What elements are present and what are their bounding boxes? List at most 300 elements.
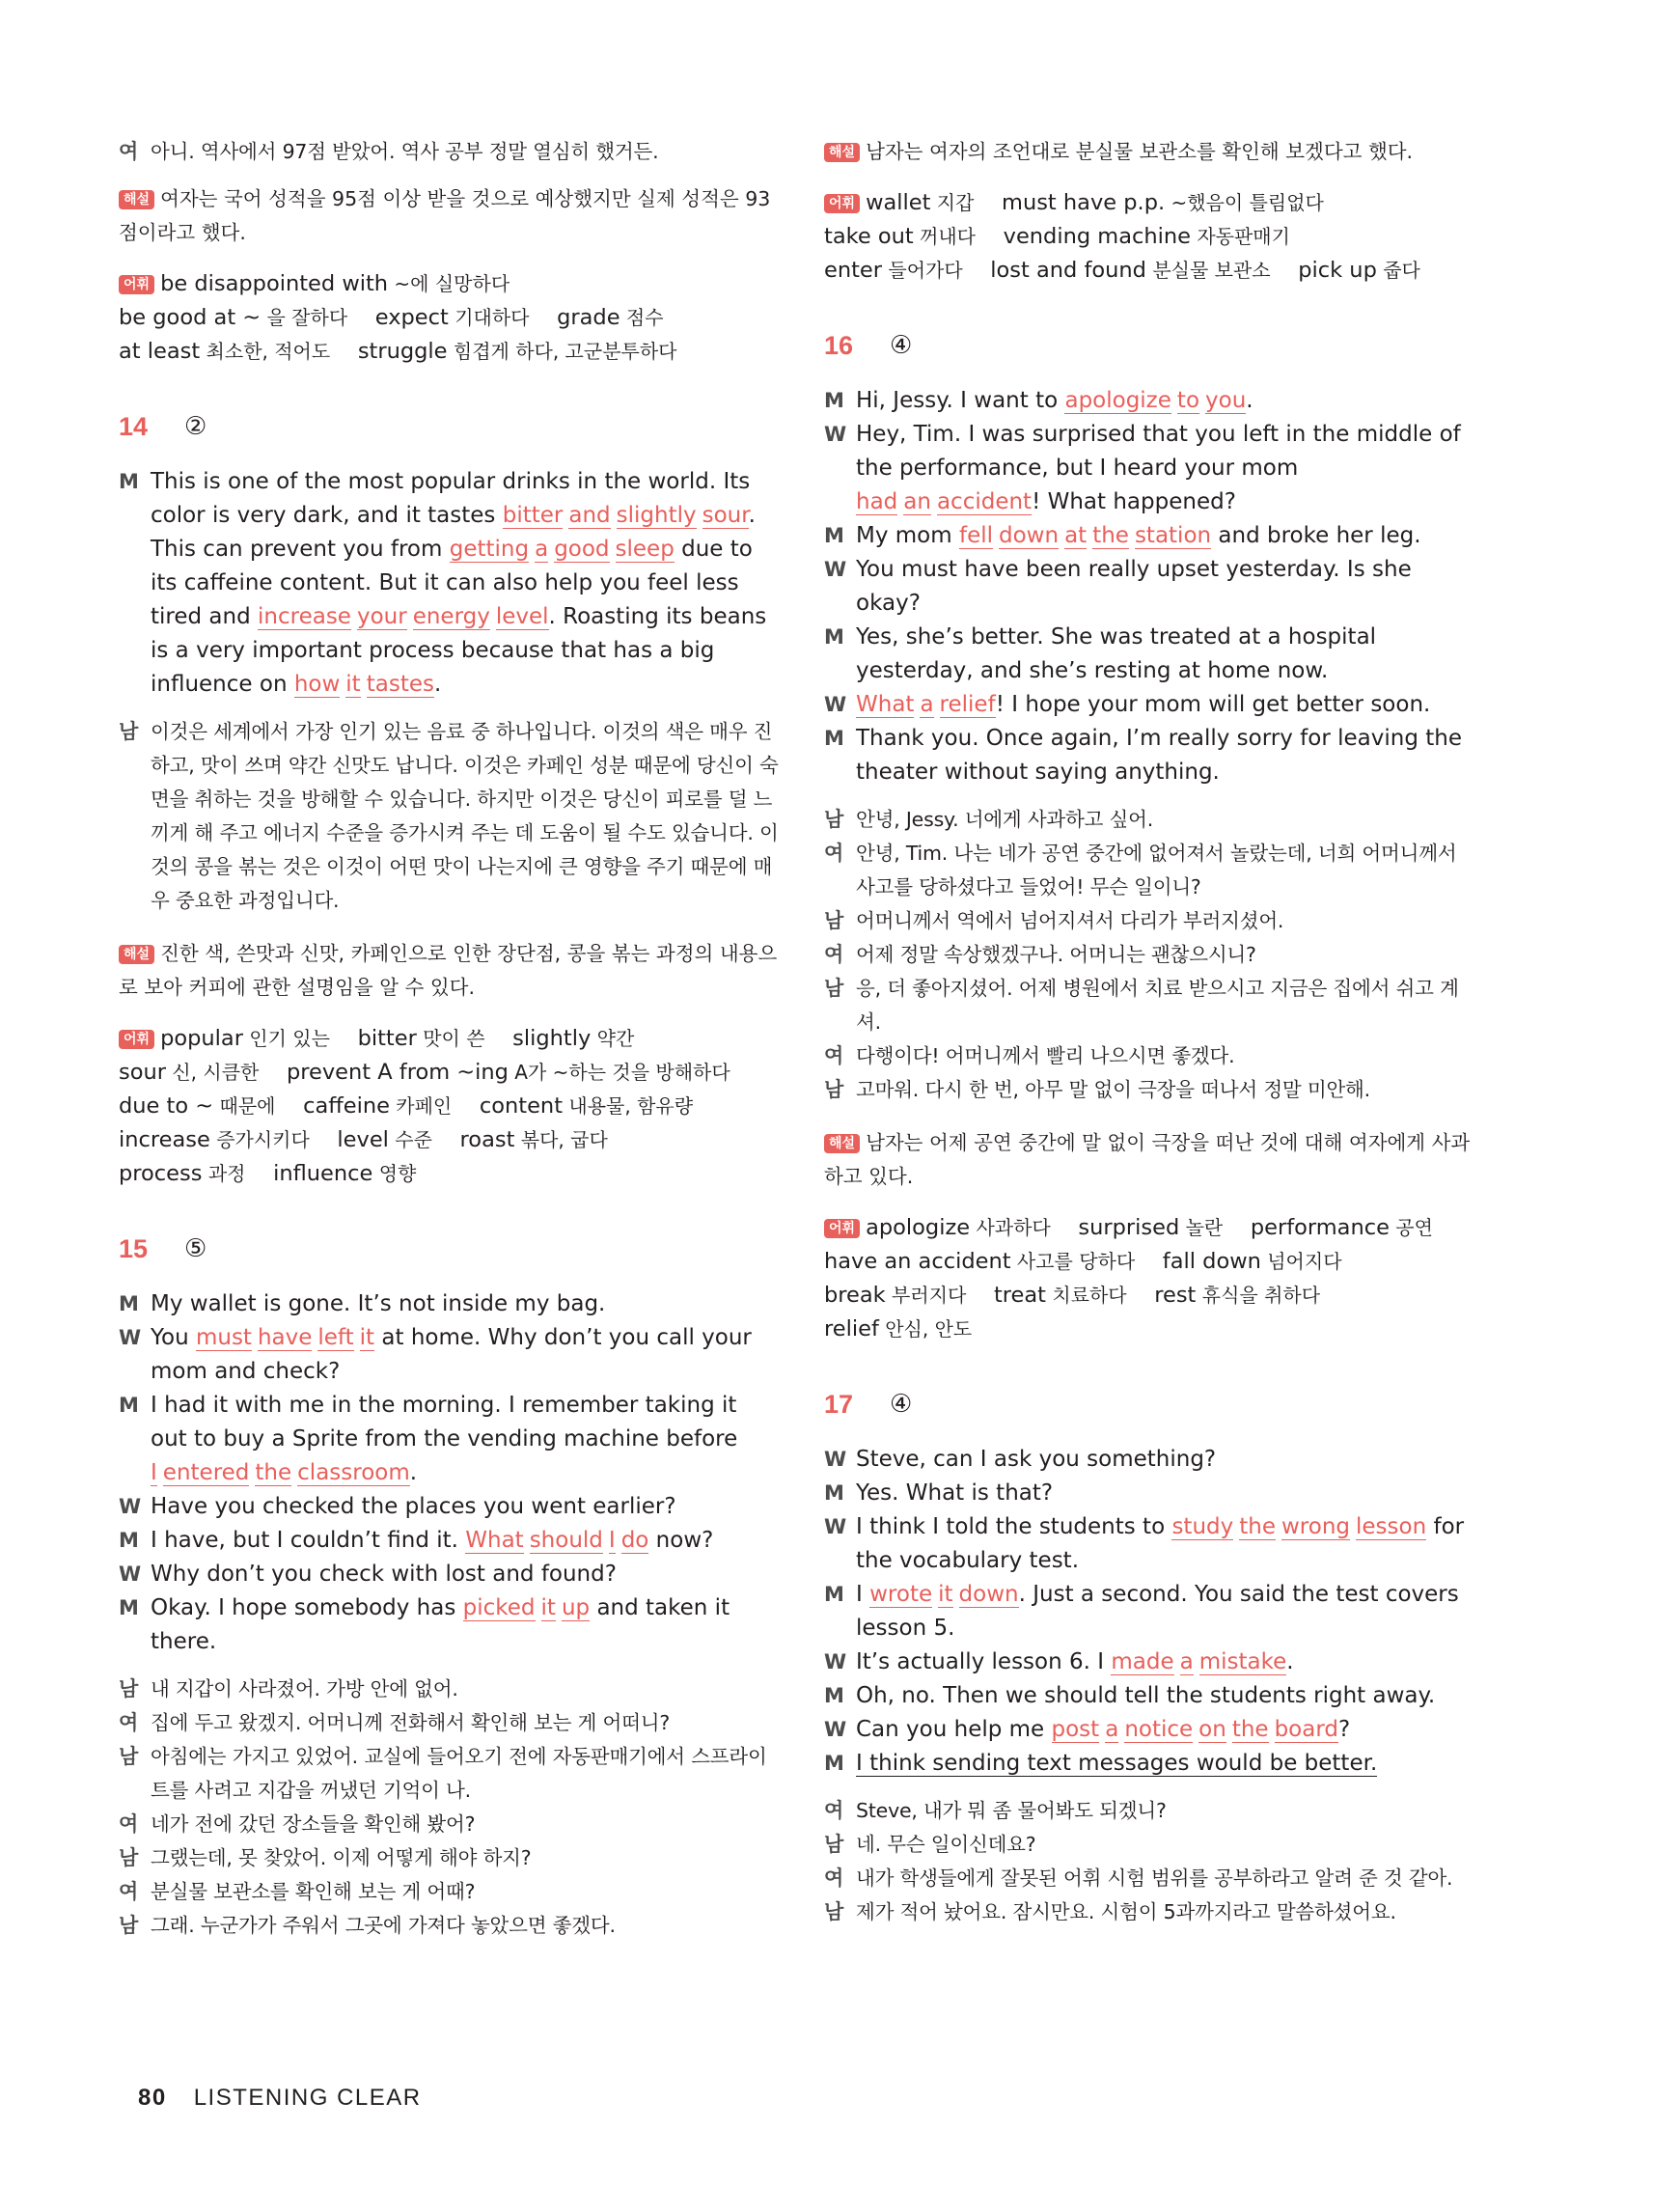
section-tag: 어휘	[119, 1030, 154, 1049]
dialogue-text: Yes. What is that?	[856, 1480, 1054, 1506]
dialogue-text: 안녕, Tim. 나는 네가 공연 중간에 없어져서 놀랐는데, 너희 어머니께서 사고를 당하셨다고 들었어! 무슨 일이니?	[856, 842, 1457, 899]
blank-word: and	[568, 503, 611, 528]
section-tag: 해설	[119, 945, 154, 964]
dialogue-line	[119, 1287, 780, 1321]
explanation	[119, 182, 780, 250]
dialogue-text: I had it with me in the morning. I remember taking it out to buy a Sprite from the vending machine before I entered the classroom.	[151, 1393, 738, 1485]
vocab-meaning: 증가시키다	[209, 1128, 310, 1151]
vocab-term: at least	[119, 339, 201, 364]
vocab-item	[303, 1093, 452, 1119]
speaker-label: W	[824, 1448, 847, 1471]
vocab-item	[1078, 1215, 1223, 1240]
dialogue-text: 제가 적어 놨어요. 잠시만요. 시험이 5과까지라고 말씀하셨어요.	[856, 1900, 1396, 1923]
vocab-item	[557, 305, 663, 330]
speaker-label: 여	[119, 1812, 139, 1836]
explanation-text: 남자는 어제 공연 중간에 말 없이 극장을 떠난 것에 대해 여자에게 사과하고 있다.	[824, 1131, 1471, 1188]
dialogue-text: 고마워. 다시 한 번, 아무 말 없이 극장을 떠나서 정말 미안해.	[856, 1078, 1370, 1101]
vocab-term: performance	[1250, 1215, 1390, 1240]
vocab-item	[460, 1127, 608, 1152]
dialogue-line	[824, 1039, 1471, 1073]
speaker-label: M	[119, 470, 139, 493]
vocab-item	[358, 1026, 485, 1051]
dialogue-line	[824, 553, 1471, 621]
dialogue-text: 안녕, Jessy. 너에게 사과하고 싶어.	[856, 808, 1154, 831]
vocab-meaning: 넘어지다	[1260, 1250, 1342, 1273]
dialogue-text: My mom fell down at the station and broke her leg.	[856, 523, 1421, 548]
speaker-label: 남	[824, 909, 844, 932]
blank-word: station	[1134, 523, 1212, 548]
vocab-item	[824, 224, 976, 249]
vocab-term: surprised	[1078, 1215, 1180, 1240]
vocab-item	[1002, 190, 1324, 215]
speaker-label: 여	[119, 140, 139, 163]
vocab-item	[824, 1249, 1135, 1274]
vocab-meaning: 볶다, 굽다	[514, 1128, 608, 1151]
blank-word: post	[1051, 1717, 1100, 1742]
dialogue-line	[119, 1673, 780, 1706]
vocab-item	[119, 305, 347, 330]
dialogue-line	[824, 904, 1471, 938]
vocab-item	[119, 1127, 310, 1152]
vocab-meaning: 들어가다	[882, 259, 963, 282]
dialogue-text: I think I told the students to study the wrong lesson for the vocabulary test.	[856, 1514, 1465, 1573]
dialogue-text: 그래. 누군가가 주워서 그곳에 가져다 놓았으면 좋겠다.	[151, 1914, 616, 1937]
speaker-label: 여	[119, 1880, 139, 1903]
blank-word: how	[293, 672, 341, 697]
dialogue-line	[119, 1808, 780, 1841]
blank-word: an	[903, 489, 931, 514]
dialogue-text: 그랬는데, 못 찾았어. 이제 어떻게 해야 하지?	[151, 1846, 532, 1869]
speaker-label: 남	[824, 808, 844, 831]
vocabulary-list	[119, 1022, 780, 1191]
blank-word: apologize	[1064, 388, 1171, 413]
vocab-item	[1251, 1215, 1433, 1240]
vocab-meaning: 줍다	[1376, 259, 1420, 282]
dialogue-line	[824, 972, 1471, 1039]
blank-word: should	[529, 1528, 603, 1553]
blank-word: must	[195, 1325, 252, 1350]
blank-word: it	[345, 672, 361, 697]
page-footer	[138, 2085, 422, 2112]
vocab-term: lost and found	[990, 258, 1146, 283]
dialogue-text: You must have been really upset yesterday. Is she okay?	[856, 557, 1412, 616]
dialogue-text: Why don’t you check with lost and found?	[151, 1562, 617, 1587]
blank-word: notice	[1124, 1717, 1194, 1742]
vocab-meaning: 신, 시큼한	[166, 1061, 260, 1084]
dialogue-line	[119, 135, 780, 169]
blank-word: picked	[462, 1595, 536, 1620]
blank-word: lesson	[1356, 1514, 1427, 1539]
dialogue-text: 이것은 세계에서 가장 인기 있는 음료 중 하나입니다. 이것의 색은 매우 진하고, 맛이 쓰며 약간 신맛도 납니다. 이것은 카페인 성분 때문에 당신이 숙면을 취하는 것을 방해할 수 있습니다. 하지만 이것은 당신이 피로를 덜 느끼게 해 주고 에너지 수준을 증가시켜 주는 데 도움이 될 수도 있습니다. 이것의 콩을 볶는 것은 이것이 어떤 맛이 나는지에 큰 영향을 주기 때문에 매우 중요한 과정입니다.	[151, 720, 779, 912]
dialogue-text: 분실물 보관소를 확인해 보는 게 어때?	[151, 1880, 476, 1903]
vocab-term: level	[337, 1127, 389, 1152]
vocab-meaning: 사과하다	[970, 1216, 1051, 1239]
blank-word: wrote	[869, 1582, 933, 1607]
dialogue-text: You must have left it at home. Why don’t you call your mom and check?	[151, 1325, 752, 1384]
dialogue-line	[824, 1645, 1471, 1679]
underlined-answer: I think sending text messages would be better.	[856, 1751, 1378, 1776]
dialogue-text: 집에 두고 왔겠지. 어머니께 전화해서 확인해 보는 게 어떠니?	[151, 1711, 670, 1734]
blank-word: it	[938, 1582, 953, 1607]
vocab-item	[160, 1026, 330, 1051]
blank-word: had	[856, 489, 898, 514]
vocab-term: increase	[119, 1127, 210, 1152]
vocabulary-list	[824, 186, 1471, 288]
blank-answer	[856, 692, 996, 717]
dialogue-text: 아침에는 가지고 있었어. 교실에 들어오기 전에 자동판매기에서 스프라이트를 사려고 지갑을 꺼냈던 기억이 나.	[151, 1745, 767, 1802]
vocab-term: enter	[824, 258, 883, 283]
answer-choice: ⑤	[184, 1234, 207, 1263]
vocab-term: content	[479, 1093, 564, 1119]
dialogue-text: Steve, can I ask you something?	[856, 1447, 1217, 1472]
blank-word: energy	[412, 604, 490, 629]
vocab-term: treat	[993, 1283, 1046, 1308]
explanation-text: 여자는 국어 성적을 95점 이상 받을 것으로 예상했지만 실제 성적은 93점이라고 했다.	[119, 187, 771, 244]
vocab-meaning: 자동판매기	[1190, 225, 1290, 248]
dialogue-line	[119, 1524, 780, 1558]
speaker-label: W	[824, 1515, 847, 1538]
dialogue-text: 아니. 역사에서 97점 받았어. 역사 공부 정말 열심히 했거든.	[151, 140, 659, 163]
vocabulary-list	[824, 1211, 1471, 1346]
vocab-item	[866, 1215, 1051, 1240]
blank-word: relief	[939, 692, 996, 717]
dialogue-line	[824, 1713, 1471, 1747]
blank-answer	[196, 1325, 374, 1350]
blank-word: bitter	[502, 503, 564, 528]
dialogue-line	[824, 1794, 1471, 1828]
vocab-item	[866, 190, 974, 215]
section-tag: 해설	[824, 143, 860, 162]
korean-translation	[119, 715, 780, 918]
dialogue-text: Can you help me post a notice on the board?	[856, 1717, 1351, 1742]
section-tag: 어휘	[119, 275, 154, 294]
section-tag: 어휘	[824, 1219, 860, 1238]
vocab-meaning: 약간	[591, 1027, 635, 1050]
speaker-label: M	[824, 1583, 844, 1606]
dialogue-text: What a relief! I hope your mom will get better soon.	[856, 692, 1431, 717]
vocab-item	[358, 339, 677, 364]
vocabulary-list	[119, 267, 780, 369]
vocab-meaning: 안심, 안도	[878, 1317, 973, 1341]
blank-answer	[1111, 1649, 1286, 1674]
blank-word: sour	[702, 503, 749, 528]
dialogue-line	[119, 1841, 780, 1875]
dialogue-line	[824, 938, 1471, 972]
vocab-term: slightly	[512, 1026, 592, 1051]
vocab-meaning: 부러지다	[885, 1284, 967, 1307]
speaker-label: M	[824, 1684, 844, 1707]
blank-word: slightly	[616, 503, 697, 528]
vocab-term: process	[119, 1161, 203, 1186]
section-tag: 해설	[824, 1134, 860, 1153]
dialogue-line	[119, 1591, 780, 1659]
blank-word: wrong	[1281, 1514, 1351, 1539]
vocab-term: pick up	[1298, 258, 1377, 283]
vocab-term: apologize	[866, 1215, 971, 1240]
dialogue-text: I have, but I couldn’t find it. What should I do now?	[151, 1528, 714, 1553]
blank-word: accident	[936, 489, 1033, 514]
speaker-label: 남	[824, 1900, 844, 1923]
vocab-meaning: 점수	[620, 306, 664, 329]
dialogue-line	[824, 519, 1471, 553]
blank-word: fell	[958, 523, 993, 548]
blank-word: What	[465, 1528, 524, 1553]
right-column	[824, 135, 1471, 1949]
blank-word: a	[920, 692, 934, 717]
vocab-item	[273, 1161, 416, 1186]
blank-answer	[1064, 388, 1246, 413]
blank-word: entered	[162, 1460, 250, 1485]
vocab-term: roast	[459, 1127, 515, 1152]
vocab-meaning: 맛이 쓴	[416, 1027, 485, 1050]
vocab-meaning: 최소한, 적어도	[200, 340, 331, 363]
explanation-text: 남자는 여자의 조언대로 분실물 보관소를 확인해 보겠다고 했다.	[866, 140, 1414, 163]
speaker-label: 남	[119, 1846, 139, 1869]
speaker-label: 여	[824, 943, 844, 966]
english-script	[119, 465, 780, 702]
vocab-term: wallet	[866, 190, 931, 215]
vocab-meaning: 때문에	[213, 1094, 276, 1118]
blank-word: tastes	[366, 672, 434, 697]
dialogue-line	[824, 688, 1471, 722]
blank-word: mistake	[1198, 1649, 1287, 1674]
english-script	[824, 384, 1471, 789]
speaker-label: M	[824, 1481, 844, 1505]
vocab-term: struggle	[357, 339, 448, 364]
blank-word: on	[1198, 1717, 1226, 1742]
vocab-item	[824, 1316, 972, 1341]
dialogue-line	[824, 803, 1471, 837]
speaker-label: 남	[119, 1677, 139, 1700]
vocab-term: break	[824, 1283, 886, 1308]
vocab-item	[287, 1060, 730, 1085]
speaker-label: W	[119, 1495, 142, 1518]
vocab-item	[480, 1093, 693, 1119]
answer-choice: ②	[184, 412, 207, 441]
speaker-label: 남	[119, 720, 139, 743]
dialogue-line	[824, 722, 1471, 789]
blank-word: to	[1176, 388, 1200, 413]
speaker-label: M	[824, 625, 844, 649]
dialogue-text: 어제 정말 속상했겠구나. 어머니는 괜찮으시니?	[856, 943, 1256, 966]
dialogue-line	[824, 621, 1471, 688]
blank-answer	[1052, 1717, 1338, 1742]
dialogue-text	[856, 1747, 1471, 1781]
vocab-term: bitter	[357, 1026, 417, 1051]
dialogue-line	[119, 1740, 780, 1808]
dialogue-line	[824, 1679, 1471, 1713]
vocab-term: must have p.p.	[1002, 190, 1166, 215]
dialogue-line	[119, 1389, 780, 1490]
speaker-label: 여	[824, 842, 844, 865]
english-script	[119, 1287, 780, 1659]
blank-word: the	[1092, 523, 1129, 548]
vocab-meaning: 영향	[372, 1162, 417, 1185]
dialogue-line	[824, 1477, 1471, 1510]
dialogue-line	[824, 418, 1471, 519]
page-number: 80	[138, 2085, 167, 2111]
blank-word: increase	[258, 604, 351, 629]
english-script	[824, 1443, 1471, 1781]
blank-word: you	[1205, 388, 1247, 413]
blank-word: study	[1171, 1514, 1234, 1539]
blank-answer	[869, 1582, 1019, 1607]
vocab-term: prevent A from ~ing	[286, 1060, 509, 1085]
vocab-item	[337, 1127, 432, 1152]
section-tag: 해설	[119, 190, 154, 209]
question-header	[824, 1385, 1471, 1424]
dialogue-line	[119, 1706, 780, 1740]
blank-word: it	[359, 1325, 375, 1350]
question-number: 16	[824, 330, 854, 360]
blank-word: What	[856, 692, 915, 717]
vocab-item	[1004, 224, 1290, 249]
vocab-item	[375, 305, 530, 330]
vocab-item	[1163, 1249, 1342, 1274]
dialogue-text: 내가 학생들에게 잘못된 어휘 시험 범위를 공부하라고 알려 준 것 같아.	[856, 1866, 1453, 1890]
blank-word: down	[958, 1582, 1019, 1607]
dialogue-text: 네. 무슨 일이신데요?	[856, 1833, 1036, 1856]
speaker-label: M	[824, 524, 844, 547]
speaker-label: W	[119, 1562, 142, 1586]
speaker-label: 남	[119, 1745, 139, 1768]
vocab-item	[824, 1283, 966, 1308]
korean-translation	[119, 135, 780, 169]
dialogue-line	[824, 1895, 1471, 1929]
korean-translation	[119, 1673, 780, 1943]
vocab-term: grade	[557, 305, 620, 330]
blank-word: sleep	[615, 537, 675, 562]
explanation-text: 진한 색, 쓴맛과 신맛, 카페인으로 인한 장단점, 콩을 볶는 과정의 내용으로 보아 커피에 관한 설명임을 알 수 있다.	[119, 942, 778, 999]
dialogue-text: My wallet is gone. It’s not inside my bag.	[151, 1291, 606, 1316]
vocab-meaning: 을 잘하다	[261, 306, 348, 329]
dialogue-text: Okay. I hope somebody has picked it up and taken it there.	[151, 1595, 730, 1654]
explanation	[824, 135, 1471, 169]
speaker-label: M	[119, 1292, 139, 1315]
vocab-item	[824, 258, 963, 283]
vocab-item	[994, 1283, 1127, 1308]
dialogue-text: This is one of the most popular drinks in the world. Its color is very dark, and it tastes bitter and slightly sour. This can prevent you from getting a good sleep due to its caffeine content. But it can also help you feel less tired and increase your energy level. Roasting its beans is a very important process because that has a big influence on how it tastes.	[151, 469, 767, 697]
dialogue-text: 네가 전에 갔던 장소들을 확인해 봤어?	[151, 1812, 476, 1836]
dialogue-line	[119, 1875, 780, 1909]
vocab-term: have an accident	[824, 1249, 1011, 1274]
vocab-term: expect	[374, 305, 449, 330]
blank-answer	[151, 1460, 410, 1485]
dialogue-line	[119, 1909, 780, 1943]
speaker-label: 여	[119, 1711, 139, 1734]
blank-answer	[503, 503, 749, 528]
dialogue-line	[824, 1073, 1471, 1107]
vocab-term: influence	[273, 1161, 373, 1186]
vocab-item	[512, 1026, 634, 1051]
vocab-meaning: 내용물, 함유량	[563, 1094, 694, 1118]
blank-answer	[463, 1595, 591, 1620]
dialogue-text: It’s actually lesson 6. I made a mistake.	[856, 1649, 1294, 1674]
blank-word: at	[1064, 523, 1088, 548]
dialogue-text: Hi, Jessy. I want to apologize to you.	[856, 388, 1253, 413]
speaker-label: W	[824, 693, 847, 716]
vocab-term: be good at ~	[119, 305, 262, 330]
vocab-meaning: A가 ~하는 것을 방해하다	[508, 1061, 730, 1084]
blank-word: down	[999, 523, 1060, 548]
vocab-term: be disappointed with	[160, 271, 389, 296]
blank-answer	[294, 672, 434, 697]
blank-answer	[1171, 1514, 1426, 1539]
speaker-label: W	[824, 1650, 847, 1673]
blank-word: board	[1274, 1717, 1338, 1742]
question-header	[119, 407, 780, 446]
question-number: 15	[119, 1233, 149, 1263]
blank-answer	[465, 1528, 648, 1553]
book-title: LISTENING CLEAR	[193, 2085, 422, 2111]
vocab-item	[119, 1161, 245, 1186]
blank-word: a	[1105, 1717, 1119, 1742]
vocab-meaning: 치료하다	[1045, 1284, 1127, 1307]
dialogue-text: 어머니께서 역에서 넘어지셔서 다리가 부러지셨어.	[856, 909, 1284, 932]
vocab-item	[1154, 1283, 1320, 1308]
vocab-term: fall down	[1162, 1249, 1261, 1274]
blank-word: made	[1111, 1649, 1174, 1674]
speaker-label: M	[119, 1529, 139, 1552]
vocab-term: sour	[119, 1060, 166, 1085]
blank-word: do	[620, 1528, 649, 1553]
vocab-meaning: 공연	[1389, 1216, 1433, 1239]
blank-answer	[856, 489, 1032, 514]
vocab-meaning: 휴식을 취하다	[1196, 1284, 1321, 1307]
vocab-term: due to ~	[119, 1093, 214, 1119]
dialogue-line	[824, 1747, 1471, 1781]
dialogue-line	[824, 1510, 1471, 1578]
blank-answer	[959, 523, 1211, 548]
dialogue-line	[824, 1443, 1471, 1477]
speaker-label: M	[824, 1752, 844, 1775]
dialogue-text: I wrote it down. Just a second. You said the test covers lesson 5.	[856, 1582, 1459, 1641]
vocab-meaning: 과정	[202, 1162, 246, 1185]
speaker-label: M	[824, 389, 844, 412]
answer-choice: ④	[890, 331, 913, 360]
vocab-meaning: 기대하다	[448, 306, 530, 329]
blank-word: level	[495, 604, 549, 629]
vocab-term: popular	[160, 1026, 243, 1051]
vocab-term: take out	[824, 224, 914, 249]
speaker-label: 남	[824, 1078, 844, 1101]
blank-word: a	[1179, 1649, 1194, 1674]
speaker-label: M	[119, 1596, 139, 1619]
speaker-label: 여	[824, 1044, 844, 1067]
speaker-label: W	[824, 423, 847, 446]
vocab-meaning: 분실물 보관소	[1145, 259, 1271, 282]
speaker-label: W	[824, 558, 847, 581]
vocab-term: relief	[824, 1316, 879, 1341]
dialogue-text: Have you checked the places you went earlier?	[151, 1494, 676, 1519]
vocab-item	[1298, 258, 1420, 283]
blank-word: have	[257, 1325, 313, 1350]
vocab-term: caffeine	[303, 1093, 390, 1119]
korean-translation	[824, 1794, 1471, 1929]
dialogue-line	[119, 1490, 780, 1524]
dialogue-line	[119, 715, 780, 918]
speaker-label: M	[119, 1394, 139, 1417]
vocab-meaning: ~에 실망하다	[388, 272, 510, 295]
korean-translation	[824, 803, 1471, 1107]
dialogue-line	[824, 1862, 1471, 1895]
dialogue-line	[119, 465, 780, 702]
blank-word: I	[608, 1528, 616, 1553]
question-number: 17	[824, 1389, 854, 1419]
vocab-item	[119, 339, 330, 364]
speaker-label: 남	[824, 977, 844, 1000]
answer-choice: ④	[890, 1390, 913, 1419]
